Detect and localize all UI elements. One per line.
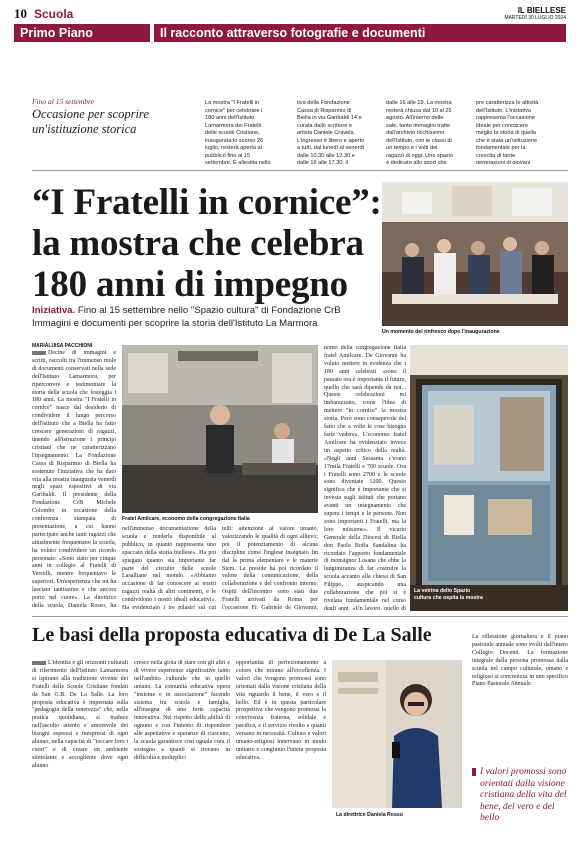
section2-side-column: La riflessione giornaliera e il piano pastorale annuale sono svolti dall'intero Collegio Docenti. La formazione integrale della persona promossa dalla scuola nel campo culturale, umano e religioso si concretizza in uno specifico Piano Pastorale Annuale. [472,634,568,688]
section2-col1-text: L'identità e gli orizzonti culturali di riferimento dell'Istituto Lamarmora si ispirano alla tradizione vivente dei Fratelli delle Scuole Cristiane fondati da San G.B. De La Salle. La loro proposta educativa è impernata sulla "pedagogia della tenerezza" che, nella pratica quotidiana, si traduce nell'ascolto attento e amorevole dei bisogni espressi e inespressi di ogni alunno, nella capacità di "toccare loro i cuori" e di creare un ambiente stimolante e accogliente dove ogni alunno [32,660,128,769]
headline-line: la mostra che celebra [32,223,364,264]
section2-column-3: opportunità di perfezionamento a coloro che mirano all'eccellenza. I valori che vengono promossi sono orientati dalla visione cristiana della vita riguardo il bene, il vero e il bello. Ed è in questa particolare prospettiva che vengono promossi la convivenza fraterna, solidale e pacifica, e il servizio rivolto a quanti versano in necessità. Cultura e valori umano-religiosi innervano in modo unitario e congiunto l'intera proposta educativa. [236,660,326,761]
page-number: 10 [14,6,27,21]
photo-shop-window-caption: La vetrina dello Spazio cultura che ospita la mostra [414,588,483,601]
pullquote: I valori promossi sono orientati dalla visione cristiana della vita del bene, del vero e del bello [480,766,567,823]
divider [32,170,568,171]
photo-reception-caption: Un momento del rinfresco dopo l'inaugurazione [382,329,500,335]
reception-photo-art [382,182,568,326]
photo-shop-window [410,345,568,611]
headline-line: 180 anni di impegno [32,264,348,305]
photo-direttrice-caption: La direttrice Daniela Rosso [336,812,403,818]
article-column-1 [32,350,116,610]
teaser-kicker: Fino al 15 settembre [32,97,95,106]
publication-name: IL BIELLESE [517,6,566,15]
main-headline [32,182,392,305]
section2-headline: Le basi della proposta educativa di De La Salle [32,624,432,646]
intro-column-1: La mostra "I Fratelli in cornice" per celebrare i 180 anni dell'Istituto Lamarmora dei Fratelli delle scuole Cristiane, inaugurata lo scorso 26 luglio, resterà aperta al pubblico fino al 15 settembre. È allestita nello [205,100,271,164]
dropcap-bar [32,351,46,355]
section2-column-1 [32,660,128,810]
intro-column-4: pre caratterizza le attività dell'Istituto. L'iniziativa rappresenta l'occasione ideale per conoscere meglio la storia di quella che è stata un'istituzione fondamentale per la crescita di tante generazioni di giovani [476,100,539,164]
standfirst [32,305,374,330]
section-label: Scuola [34,7,74,21]
standfirst-label: Iniziativa. [32,305,76,316]
article-column-4: nomo della congregazione Italia fratel Amilcare. De Giovanni ha voluto mettere in evidenza che i 180 anni celebrati «sono il passato ora è importante il futuro, quello che sarà dipende da noi... Queste celebrazioni mi imbarazzano, come l'idea di mettere "in cornice" la mostra storia. Però sono consapevole del fatto che a volte le cose bisogna farle vedere». L'economo fratel Amilcare ha evidenziato invece un aspetto critico della realtà. «Negli anni Sessanta c'erano 17mila Fratelli e 700 scuole. Ora i Fratelli sono 2700 e le scuole sono diventate 1200. Questo significa che è importante che si investa sugli istituti che portano avanti un insegnamento che supera i tempi e le persone. Non sono importanti i Fratelli, ma la loro missione». Il vicario Generale della Diocesi di Biella don Paolo Boffa Sandalina ha ricordato l'apporto fondamentale di monsignor Losana che ebbe la lungimiranza di far costruire la scuola accanto alla chiesa di San Filippo, auspicando una collaborazione che poi si è rivelata fondamentale nel corso degli anni. «Un lavoro, quello di [324,345,406,610]
byline: MARIALUISA PACCHIONI [32,343,93,349]
publication-date: MARTEDÌ 30 LUGLIO 2024 [504,15,566,21]
intro-column-3: dalle 16 alle 19. La mostra resterà chiusa dal 10 al 25 agosto. All'interno delle sale, tante immagini tratte dall'archivio ricchissimo dell'Istituto, con le classi di un tempo e i volti dei ragazzi di oggi. Uno spazio è dedicato allo sport che [386,100,454,164]
article-col1-text: Decine di immagini e scritti, raccolti tra l'immenso mole di documenti conservati nella sede dell'Istituto Lamarmora, per ripercorrere e testimoniare la storia della scuola che festeggia i 180 anni. La mostra "I Fratelli in cornice" nasce dal desiderio di condividere il lungo percorso dell'istituto che a Biella ha fatto crescere generazioni di ragazzi, unendo all'istruzione i principi cristiani che ne caratterizzano l'insegnamento. La Fondazione Cassa di Risparmio di Biella ha sostenuto l'iniziativa che ha dato vita alla mostra inaugurata venerdì negli spazi espositivi di via Garibaldi. Il presidente della Fondazione CrB Michele Colombo in occasione della conferenza stampata di presentazione, a cui hanno partecipato anche tanti ragazzi che attualmente frequentano la scuola, ha voluto condividere un ricordo personale: «Sono stato per cinque anni in collegio al Fratelli di Vercelli, mentre frequentavo le superiori. Un'esperienza che mi ha lasciato tantissimo e che ancora porto nel cuore». La direttrice della scuola, Daniela Rosso, ha [32,350,116,609]
standfirst-text: Fino al 15 settembre nello "Spazio cultura" di Fondazione CrB Immagini e documenti per scoprire la storia dell'Istituto La Marmora [32,305,341,329]
direttrice-photo-art [332,660,462,808]
amilcare-photo-art [122,345,318,513]
intro-column-2: tiva della Fondazione Cassa di Risparmio di Biella in via Garibaldi 14 e curata dallo scrittore e artista Daniele Cravela. L'ingresso è libero e aperto a tutti, dal lunedì al venerdì dalle 10.30 alle 12.30 e dalle 16 alle 17.30; il [297,100,365,164]
article-column-2: nell'immenso documentazione della scuola e renderla disponibile al pubblico, in quanto rappresenta uno spaccato della storia biellese». Ha poi spiegato quanto sia importante far parte del circuito delle scuole Lasalliane nel mondo. «Abbiamo occasione di far conoscere ai nostri ragazzi realtà di altri continenti, e le condividono i nostri ideali educativi». Ha evidenziato i tre pilastri sui cui [122,526,216,610]
photo-fratel-amilcare [122,345,318,513]
photo-amilcare-caption: Fratel Amilcare, economo della congregazione Italia [122,516,250,522]
photo-reception [382,182,568,326]
headline-line: “I Fratelli in cornice”: [32,182,382,223]
shop-window-photo-art [410,345,568,611]
article-column-3: telli: attenzione al valore umano, valorizzando le qualità di ogni allievo; poi il potenziamento di alcune discipline come l'inglese insegnato fin dal la prima elementare e le materie Stem. La preside ha poi ricordato il valore della comunicazione, della collaborazione e del confronto interno. Ospiti dell'incontro sono stati due Fratelli arrivati da Roma per l'occasione Fr. Gabriele de Giovanni, [222,526,318,610]
page-header [14,6,566,22]
photo-direttrice [332,660,462,808]
section-band-primo-piano: Primo Piano [14,24,150,42]
teaser-dek: Occasione per scoprire un'istituzione storica [32,107,149,136]
dropcap-bar [32,661,46,665]
section2-column-2: cresce nella gioia di stare con gli altri e di vivere esperienze significative tanto nell'ambito culturale che in quello umano. La comunità educativa opera "insieme e in associazione" facendo sistema tra scuola e famiglia, all'insegna di una forte capacità innovativa. Nel rispetto delle abilità di ognuno e con l'intento di rispondere alle aspettative e speranze di ciascuno, la scuola garantisce così uguale cura il sostegno a quanti si trovano in difficoltà e molteplici [134,660,230,761]
section-band-title: Il racconto attraverso fotografie e documenti [154,24,566,42]
divider [32,616,568,617]
